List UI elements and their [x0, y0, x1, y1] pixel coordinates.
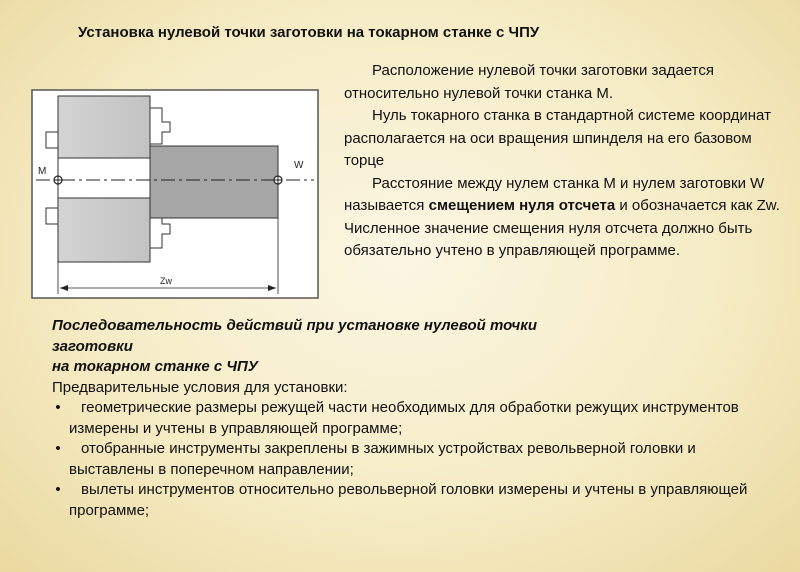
bullet-text: вылеты инструментов относительно револьверной головки измерены и учтены в управляющей программе;: [69, 481, 748, 519]
paragraph-1: [344, 60, 784, 105]
preconditions-label: Предварительные условия для установки:: [52, 378, 348, 396]
bullet-icon: •: [55, 399, 61, 416]
bullet-item: [52, 439, 772, 480]
paragraph-3-text-a: Расстояние между нулем станка М и нулем заготовки W называется: [344, 174, 765, 214]
slide-title: Установка нулевой точки заготовки на токарном станке с ЧПУ: [78, 24, 540, 41]
section-heading-line-2: заготовки: [52, 337, 133, 355]
paragraph-2-text: Нуль токарного станка в стандартной системе координат располагается на оси вращения шпинделя на его базовом торце: [344, 107, 771, 169]
chuck-lower: [58, 198, 150, 262]
label-zw: Zw: [160, 276, 172, 286]
bullet-text: геометрические размеры режущей части необходимых для обработки режущих инструментов измерены и учтены в управляющей программе;: [69, 399, 739, 437]
description-block: [344, 60, 784, 263]
bullet-icon: •: [55, 440, 61, 457]
bullet-item: [52, 398, 772, 439]
procedure-section: [52, 316, 772, 521]
spindle-bore: [58, 158, 150, 198]
paragraph-3: [344, 173, 784, 263]
label-w: W: [294, 160, 304, 171]
bullet-text: отобранные инструменты закреплены в зажимных устройствах револьверной головки и выставлены в поперечном направлении;: [69, 440, 696, 478]
lathe-zero-point-diagram: [30, 88, 322, 300]
bullet-item: [52, 480, 772, 521]
paragraph-2: [344, 105, 784, 173]
bullet-icon: •: [55, 481, 61, 498]
flange-notch-lower: [46, 208, 58, 224]
section-heading-line-3: на токарном станке с ЧПУ: [52, 358, 258, 375]
section-heading-line-1: Последовательность действий при установке нулевой точки: [52, 317, 538, 334]
chuck-upper: [58, 96, 150, 158]
workpiece: [150, 146, 278, 218]
paragraph-3-text-b: и обозначается как Zw. Численное значение смещения нуля отсчета должно быть обязательно учтено в управляющей программе.: [344, 197, 780, 259]
paragraph-1-text: Расположение нулевой точки заготовки задается относительно нулевой точки станка М.: [344, 62, 714, 102]
paragraph-3-emphasis: смещением нуля отсчета: [428, 197, 616, 214]
label-m: M: [38, 166, 47, 177]
flange-notch-upper: [46, 132, 58, 148]
